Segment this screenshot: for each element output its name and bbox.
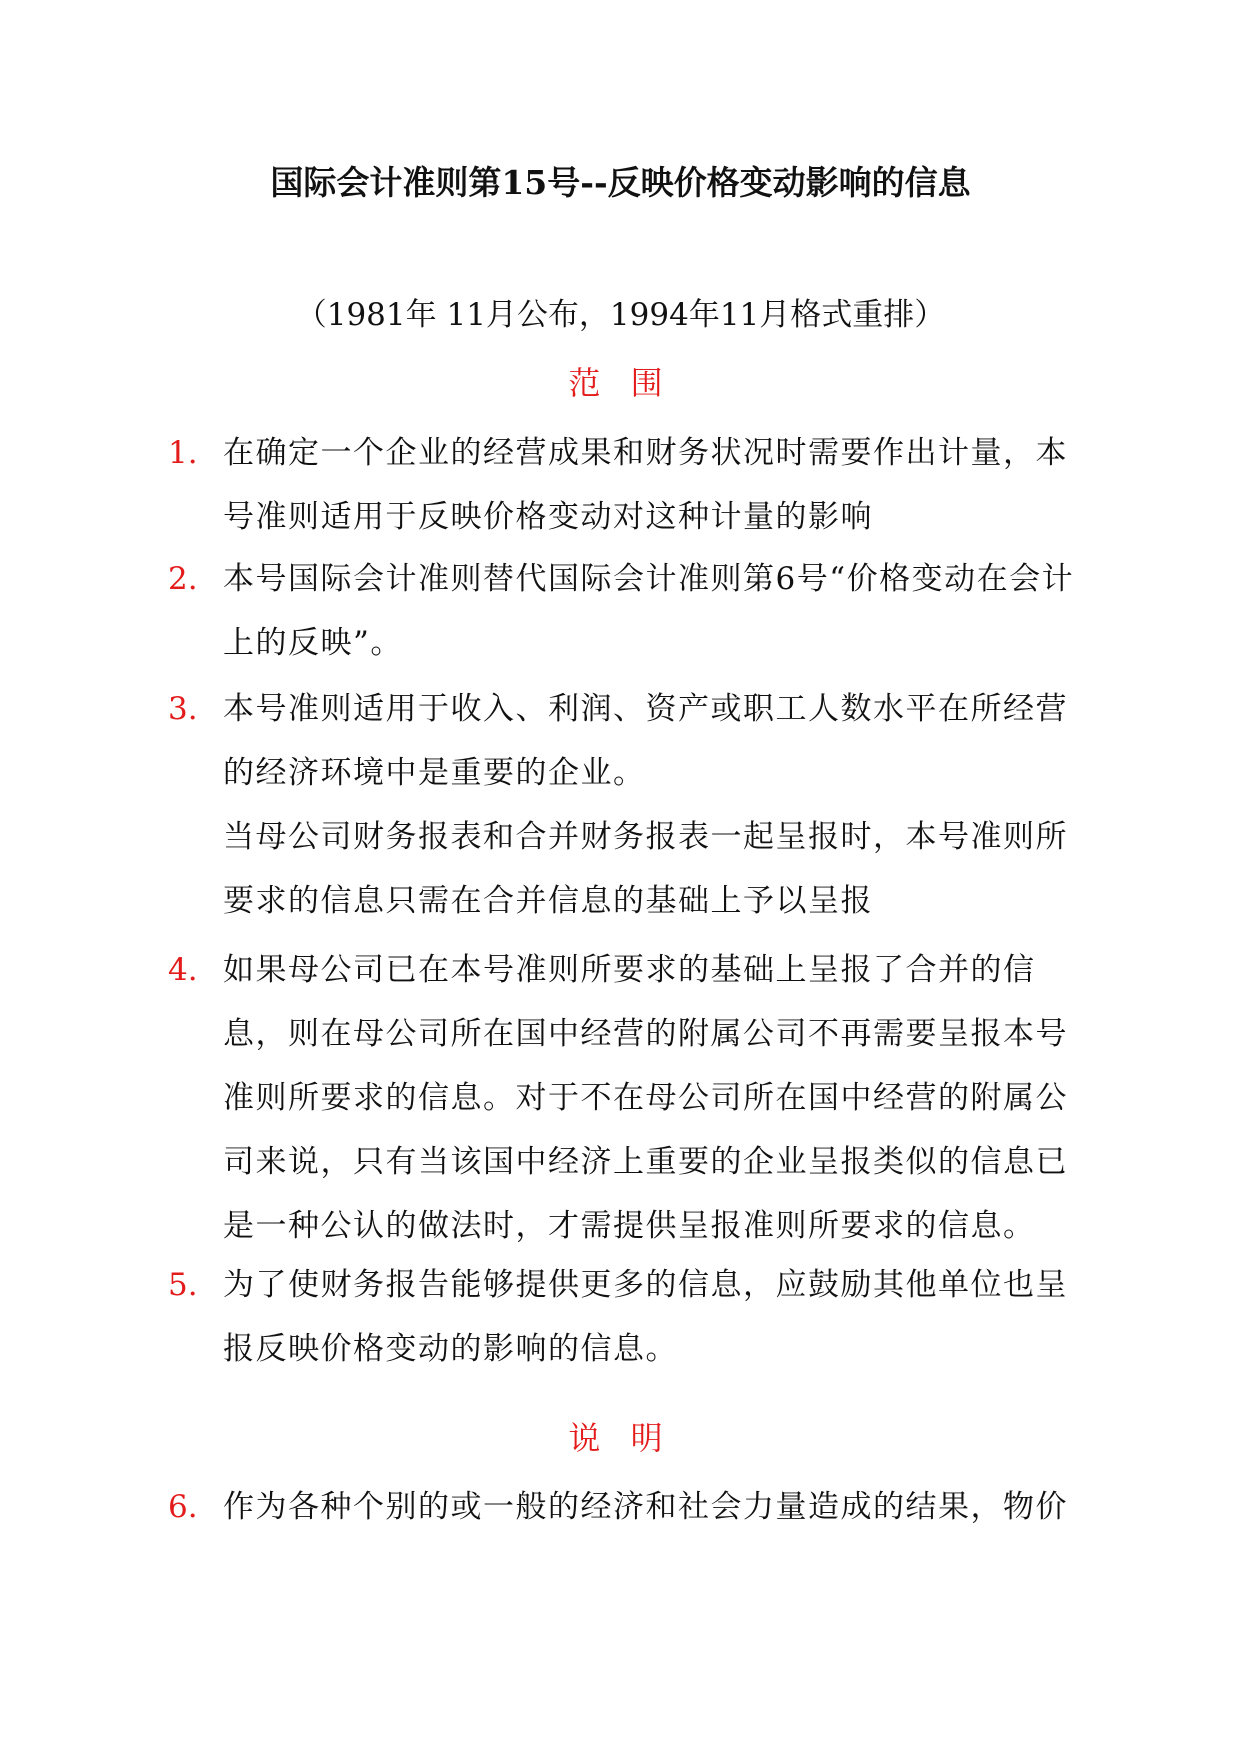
paragraph-1	[168, 421, 1088, 549]
paragraph-number: 3.	[168, 691, 198, 727]
paragraph-text: 作为各种个别的或一般的经济和社会力量造成的结果，物价	[223, 1489, 1068, 1525]
paragraph-number: 2.	[168, 561, 198, 597]
paragraph-text: 如果母公司已在本号准则所要求的基础上呈报了合并的信息，则在母公司所在国中经营的附属公司不再需要呈报本号准则所要求的信息。对于不在母公司所在国中经营的附属公司来说，只有当该国中经济上重要的企业呈报类似的信息已是一种公认的做法时，才需提供呈报准则所要求的信息。	[223, 952, 1068, 1244]
paragraph-number: 5.	[168, 1267, 198, 1303]
document-subtitle: （1981年 11月公布，1994年11月格式重排）	[295, 297, 946, 333]
paragraph-note: 当母公司财务报表和合并财务报表一起呈报时，本号准则所要求的信息只需在合并信息的基础上予以呈报	[223, 819, 1068, 919]
paragraph-5	[168, 1253, 1088, 1381]
document-title: 国际会计准则第15号--反映价格变动影响的信息	[270, 163, 971, 202]
paragraph-number: 4.	[168, 952, 198, 988]
paragraph-text: 本号国际会计准则替代国际会计准则第6号“价格变动在会计上的反映”。	[223, 561, 1075, 661]
paragraph-text: 在确定一个企业的经营成果和财务状况时需要作出计量，本号准则适用于反映价格变动对这种计量的影响	[223, 435, 1068, 535]
paragraph-6	[168, 1475, 1088, 1539]
section-heading-scope: 范 围	[568, 364, 673, 402]
paragraph-number: 6.	[168, 1489, 198, 1525]
paragraph-text: 为了使财务报告能够提供更多的信息，应鼓励其他单位也呈报反映价格变动的影响的信息。	[223, 1267, 1068, 1367]
paragraph-3	[168, 677, 1088, 933]
paragraph-4	[168, 938, 1088, 1258]
paragraph-text: 本号准则适用于收入、利润、资产或职工人数水平在所经营的经济环境中是重要的企业。	[223, 691, 1068, 791]
section-heading-explanation: 说 明	[568, 1419, 673, 1457]
paragraph-number: 1.	[168, 435, 198, 471]
paragraph-2	[168, 547, 1088, 675]
